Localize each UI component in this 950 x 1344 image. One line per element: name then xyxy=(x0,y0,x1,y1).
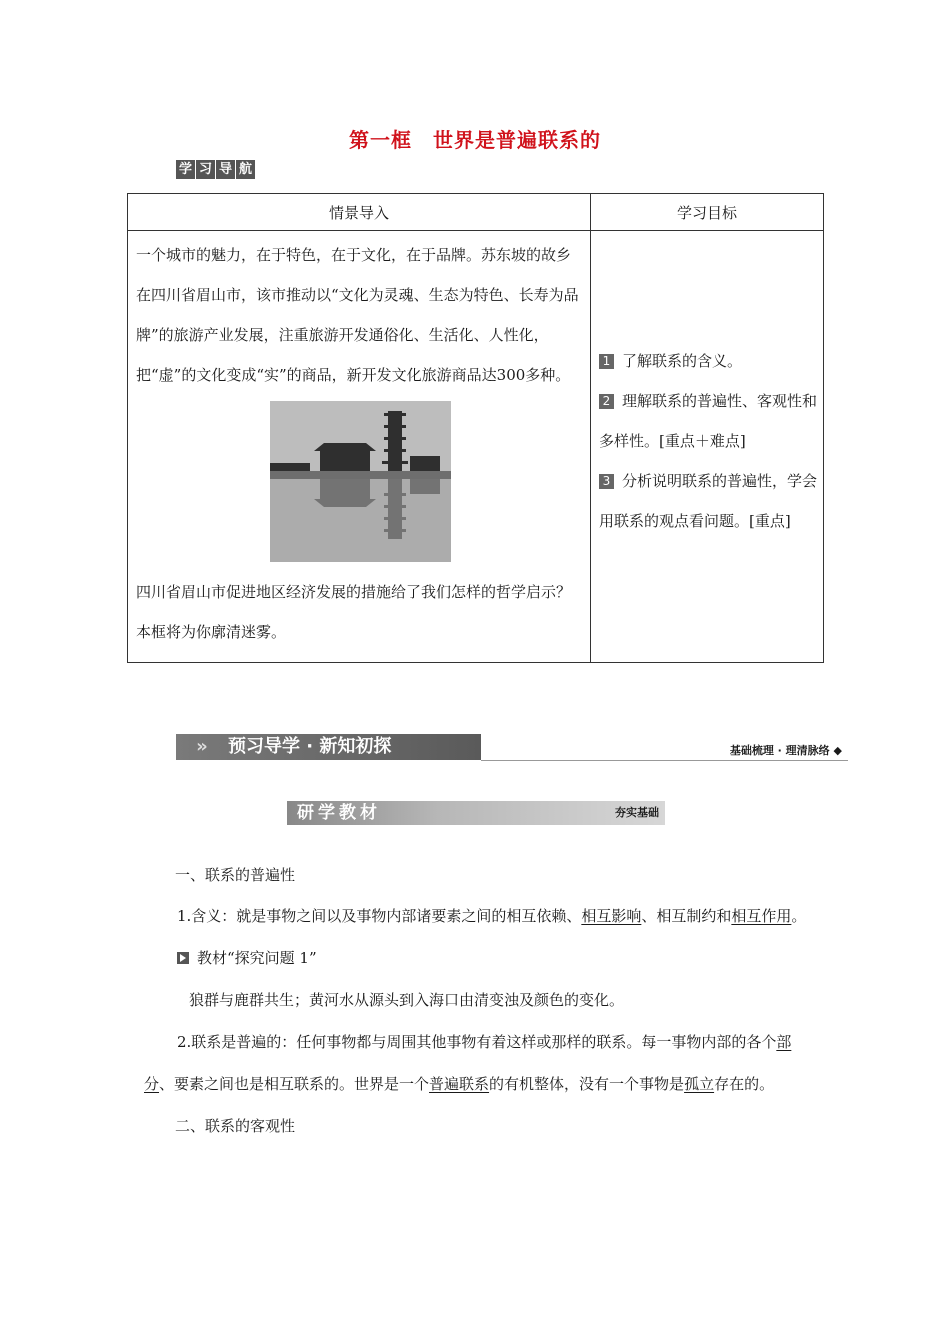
answer-blank: 部分 xyxy=(144,1033,792,1093)
pagoda-reflection-image xyxy=(270,401,451,562)
definition-paragraph xyxy=(144,896,808,937)
tag-char: 航 xyxy=(236,160,255,179)
goal-item xyxy=(599,381,817,461)
study-guide-table xyxy=(127,193,824,663)
goal-text: 理解联系的普遍性、客观性和多样性。[重点＋难点] xyxy=(599,392,818,450)
section-banner xyxy=(176,732,848,764)
text-run: 、要素之间也是相互联系的。世界是一个 xyxy=(159,1075,430,1093)
number-badge-icon: 1 xyxy=(599,354,614,369)
tag-char: 导 xyxy=(216,160,235,179)
answer-blank: 相互作用 xyxy=(731,907,792,925)
banner-left-text: 预习导学 · 新知初探 xyxy=(228,736,392,757)
goal-item xyxy=(599,461,817,541)
header-goals: 学习目标 xyxy=(591,194,824,231)
sub-banner-left: 研学教材 xyxy=(297,803,381,823)
text-run: 2.联系是普遍的：任何事物都与周围其他事物有着这样或那样的联系。每一事物内部的各个 xyxy=(177,1033,777,1051)
reference-answer: 狼群与鹿群共生；黄河水从源头到入海口由清变浊及颜色的变化。 xyxy=(189,991,625,1009)
number-badge-icon: 2 xyxy=(599,394,614,409)
answer-blank: 普遍联系 xyxy=(429,1075,490,1093)
text-run: 1.含义：就是事物之间以及事物内部诸要素之间的相互依赖、 xyxy=(177,907,582,925)
scene-text: 一个城市的魅力，在于特色，在于文化，在于品牌。苏东坡的故乡在四川省眉山市，该市推动以“文化为灵魂、生态为特色、长寿为品牌”的旅游产业发展，注重旅游开发通俗化、生活化、人性化，把“虚”的文化变成“实”的商品，新开发文化旅游商品达300多种。 xyxy=(136,246,579,384)
goal-item xyxy=(599,341,817,381)
number-badge-icon: 3 xyxy=(599,474,614,489)
diamond-icon: ◆ xyxy=(833,744,842,757)
goals-cell xyxy=(591,231,824,663)
goal-text: 分析说明联系的普遍性，学会用联系的观点看问题。[重点] xyxy=(599,472,818,530)
page-title: 第一框 世界是普遍联系的 xyxy=(349,128,601,152)
heading-universality: 一、联系的普遍性 xyxy=(175,866,296,884)
banner-left xyxy=(176,734,481,760)
banner-divider xyxy=(481,760,848,761)
header-scene: 情景导入 xyxy=(128,194,591,231)
universality-paragraph xyxy=(144,1021,808,1105)
city-photo xyxy=(270,401,451,562)
sub-banner xyxy=(287,801,665,825)
tag-char: 学 xyxy=(176,160,195,179)
sub-banner-right: 夯实基础 xyxy=(615,806,659,819)
answer-blank: 孤立 xyxy=(684,1075,715,1093)
heading-objectivity: 二、联系的客观性 xyxy=(175,1117,296,1135)
double-chevron-icon: » xyxy=(196,736,208,757)
play-arrow-icon xyxy=(177,952,189,964)
text-run: 、相互制约和 xyxy=(641,907,732,925)
text-run: 存在的。 xyxy=(714,1075,775,1093)
reference-text: 教材“探究问题 1” xyxy=(197,949,317,967)
study-guide-tag xyxy=(176,160,255,180)
textbook-reference xyxy=(144,937,808,979)
text-run: 。 xyxy=(791,907,807,925)
banner-right xyxy=(730,742,842,758)
scene-cell xyxy=(128,231,591,663)
answer-blank: 相互影响 xyxy=(581,907,642,925)
content-body xyxy=(144,854,808,1147)
tag-char: 习 xyxy=(196,160,215,179)
text-run: 的有机整体，没有一个事物是 xyxy=(489,1075,685,1093)
banner-right-text: 基础梳理 · 理清脉络 xyxy=(729,744,830,757)
scene-question: 四川省眉山市促进地区经济发展的措施给了我们怎样的哲学启示？本框将为你廓清迷雾。 xyxy=(136,583,572,641)
goal-text: 了解联系的含义。 xyxy=(622,352,743,370)
